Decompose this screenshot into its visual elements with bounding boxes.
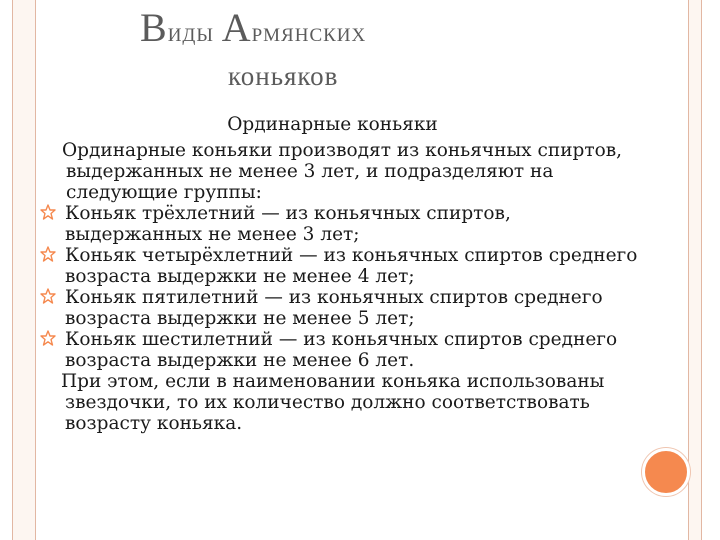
title-line-2: коньяков: [228, 61, 339, 91]
star-outline-icon: [40, 246, 56, 262]
left-frame-stripe: [12, 0, 36, 540]
title-line-1: Виды Армянских: [140, 5, 367, 50]
bullet-text: Коньяк трёхлетний — из коньячных спиртов, выдержанных не менее 3 лет;: [65, 203, 511, 245]
star-outline-icon: [40, 204, 56, 220]
decorative-circle-icon: [642, 448, 690, 496]
list-item: [44, 329, 644, 371]
bullet-text: Коньяк шестилетний — из коньячных спиртов среднего возраста выдержки не менее 6 лет.: [65, 329, 618, 371]
right-frame-stripe: [688, 0, 702, 540]
list-item: [44, 245, 644, 287]
slide-body: [44, 140, 644, 434]
list-item: [44, 203, 644, 245]
list-item: [44, 287, 644, 329]
star-outline-icon: [40, 288, 56, 304]
slide-title: [140, 6, 560, 98]
intro-paragraph: Ординарные коньяки производят из коньячных спиртов, выдержанных не менее 3 лет, и подразделяют на следующие группы:: [62, 140, 623, 203]
slide-subtitle: Ординарные коньяки: [227, 114, 438, 135]
bullet-list: [44, 203, 644, 371]
bullet-text: Коньяк четырёхлетний — из коньячных спиртов среднего возраста выдержки не менее 4 лет;: [65, 245, 638, 287]
star-outline-icon: [40, 330, 56, 346]
bullet-text: Коньяк пятилетний — из коньячных спиртов среднего возраста выдержки не менее 5 лет;: [65, 287, 603, 329]
closing-paragraph: При этом, если в наименовании коньяка использованы звездочки, то их количество должно соответствовать возрасту коньяка.: [61, 371, 605, 434]
